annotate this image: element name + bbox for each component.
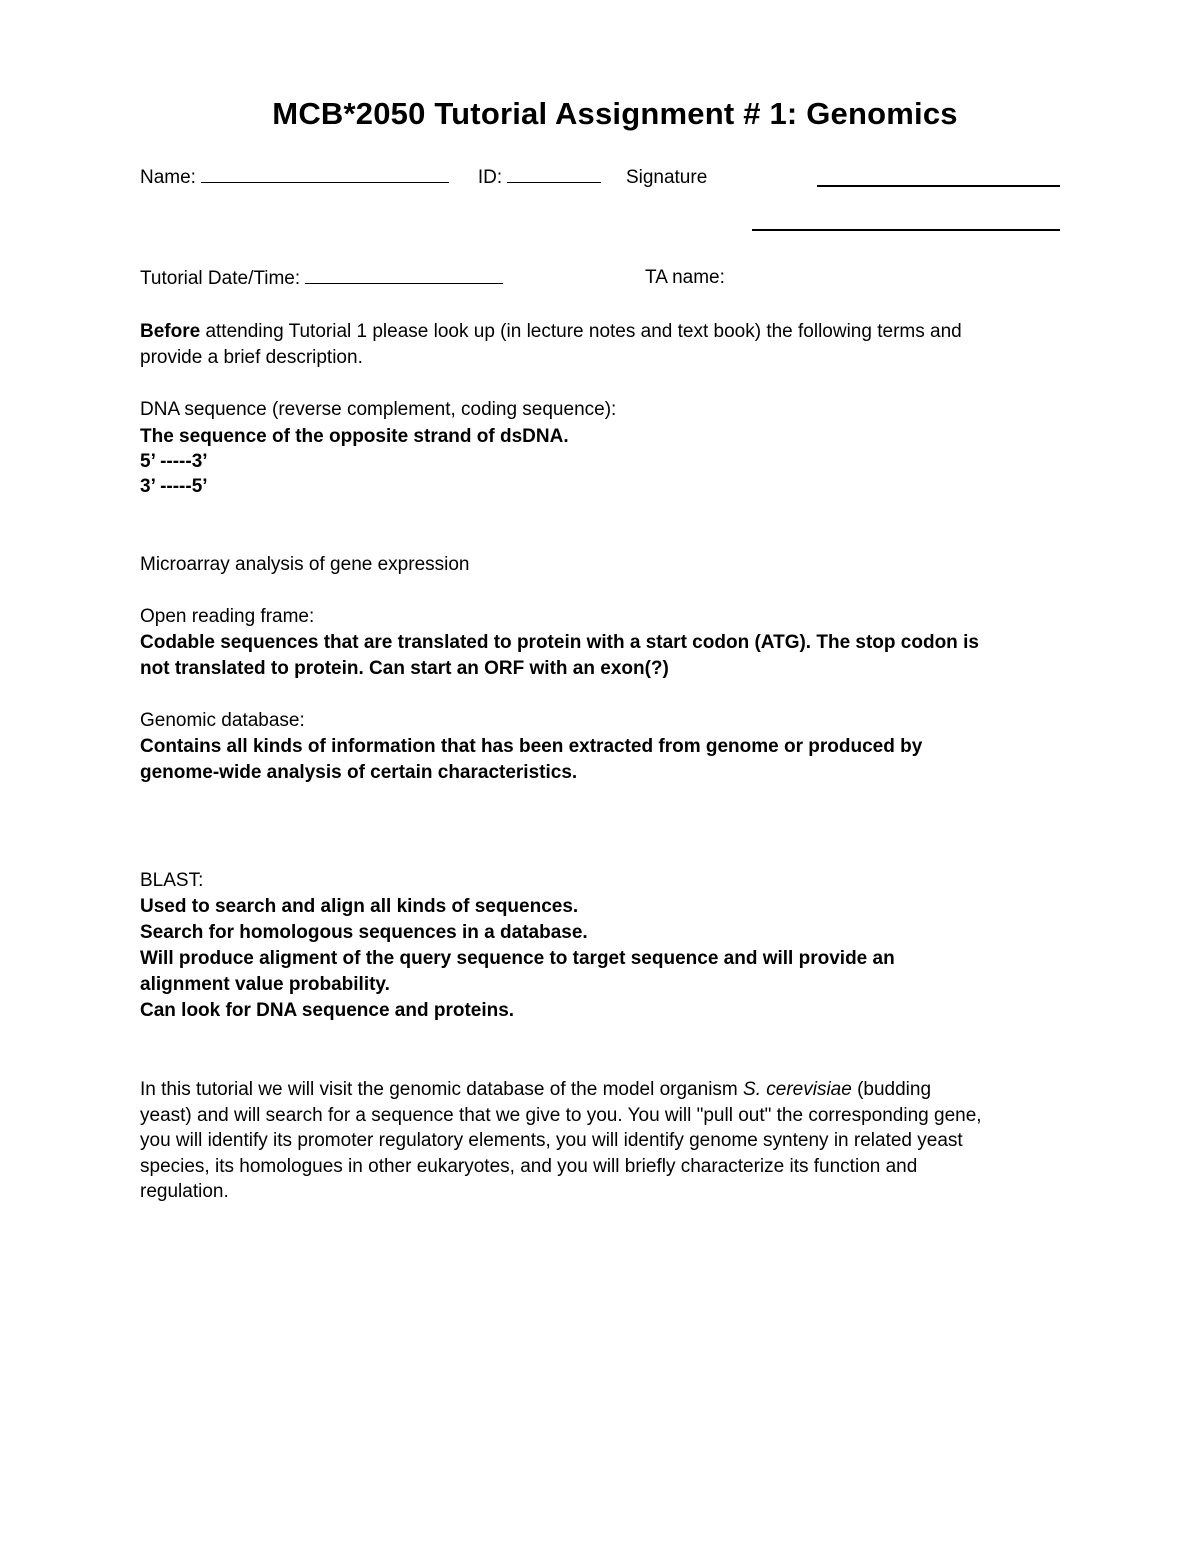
genomic-db-answer-1: Contains all kinds of information that has been extracted from genome or produced by (140, 736, 923, 757)
signature-line-1[interactable] (817, 185, 1060, 187)
tutorial-field[interactable] (305, 265, 503, 284)
ta-label: TA name: (645, 267, 725, 288)
dna-answer-3: 3’ -----5’ (140, 476, 208, 497)
name-field[interactable] (201, 164, 449, 183)
blast-answer-2: Search for homologous sequences in a database. (140, 922, 588, 943)
closing-line-2: yeast) and will search for a sequence that we give to you. You will "pull out" the corresponding gene, (140, 1105, 982, 1126)
name-label: Name: (140, 167, 196, 188)
dna-answer-1: The sequence of the opposite strand of dsDNA. (140, 426, 569, 447)
orf-answer-2: not translated to protein. Can start an ORF with an exon(?) (140, 658, 669, 679)
page-title: MCB*2050 Tutorial Assignment # 1: Genomics (272, 96, 958, 131)
organism-name: S. cerevisiae (743, 1079, 852, 1100)
orf-term: Open reading frame: (140, 606, 315, 627)
tutorial-label: Tutorial Date/Time: (140, 268, 301, 289)
name-id-signature-row (140, 164, 707, 191)
closing-line-1-after: (budding (851, 1079, 932, 1100)
intro-bold-lead: Before (140, 321, 201, 342)
genomic-db-answer-2: genome-wide analysis of certain characteristics. (140, 762, 578, 783)
closing-line-4: species, its homologues in other eukaryotes, and you will briefly characterize its function and (140, 1156, 918, 1177)
id-field[interactable] (507, 164, 601, 183)
intro-line-1 (140, 319, 962, 345)
blast-answer-4: alignment value probability. (140, 974, 390, 995)
closing-line-5: regulation. (140, 1181, 229, 1202)
orf-answer-1: Codable sequences that are translated to protein with a start codon (ATG). The stop codon is (140, 632, 979, 653)
blast-term: BLAST: (140, 870, 204, 891)
intro-line-2: provide a brief description. (140, 347, 363, 368)
blast-answer-5: Can look for DNA sequence and proteins. (140, 1000, 515, 1021)
microarray-term: Microarray analysis of gene expression (140, 554, 470, 575)
blast-answer-3: Will produce aligment of the query sequence to target sequence and will provide an (140, 948, 895, 969)
signature-label: Signature (625, 167, 708, 188)
closing-line-3: you will identify its promoter regulatory elements, you will identify genome synteny in related yeast (140, 1130, 963, 1151)
blast-answer-1: Used to search and align all kinds of sequences. (140, 896, 579, 917)
tutorial-row (140, 265, 503, 292)
closing-line-1-before: In this tutorial we will visit the genomic database of the model organism (140, 1079, 744, 1100)
dna-term: DNA sequence (reverse complement, coding sequence): (140, 399, 617, 420)
intro-line-1-rest: attending Tutorial 1 please look up (in lecture notes and text book) the following terms and (200, 321, 962, 342)
signature-line-2[interactable] (752, 229, 1060, 231)
closing-line-1 (140, 1077, 931, 1103)
genomic-db-term: Genomic database: (140, 710, 305, 731)
dna-answer-2: 5’ -----3’ (140, 451, 208, 472)
id-label: ID: (477, 167, 503, 188)
